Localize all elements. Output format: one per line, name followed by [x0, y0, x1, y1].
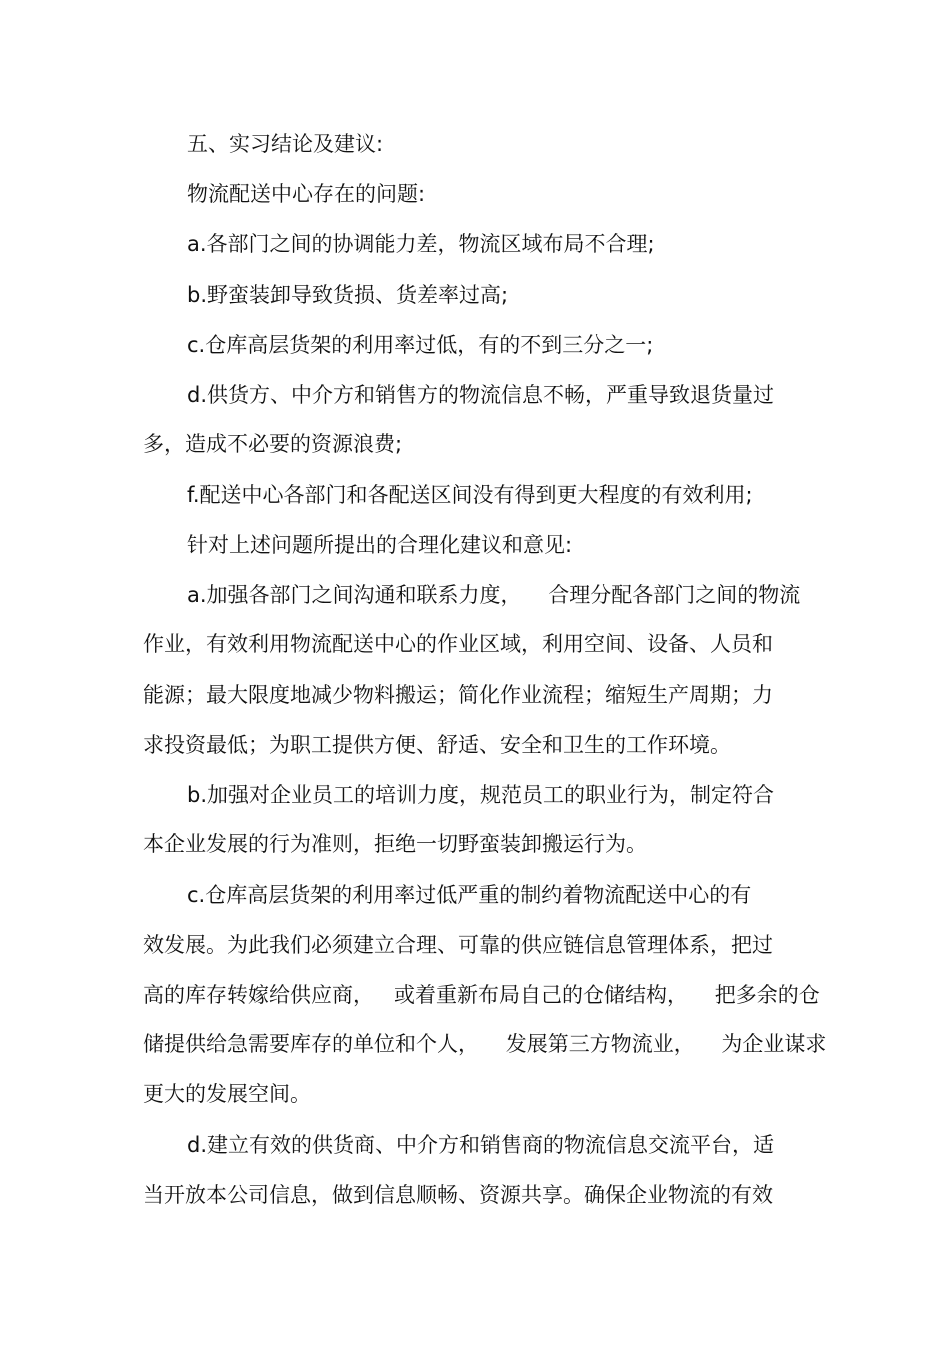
suggestion-c-line-3: 高的库存转嫁给供应商， 或着重新布局自己的仓储结构， 把多余的仓	[143, 983, 820, 1007]
suggestion-c-line-1: c.仓库高层货架的利用率过低严重的制约着物流配送中心的有	[187, 883, 752, 907]
suggestion-d-line-1: d.建立有效的供货商、中介方和销售商的物流信息交流平台，适	[187, 1133, 775, 1157]
problem-b: b.野蛮装卸导致货损、货差率过高;	[187, 283, 509, 307]
section-heading: 五、实习结论及建议:	[187, 132, 384, 156]
problem-a: a.各部门之间的协调能力差，物流区域布局不合理;	[187, 232, 655, 256]
suggestion-c-line-4: 储提供给急需要库存的单位和个人， 发展第三方物流业， 为企业谋求	[143, 1032, 827, 1056]
suggestion-a-line-1: a.加强各部门之间沟通和联系力度， 合理分配各部门之间的物流	[187, 583, 801, 607]
problem-d-line-1: d.供货方、中介方和销售方的物流信息不畅，严重导致退货量过	[187, 383, 775, 407]
suggestion-d-line-2: 当开放本公司信息，做到信息顺畅、资源共享。确保企业物流的有效	[143, 1183, 773, 1207]
suggestion-a-line-3: 能源；最大限度地减少物料搬运；简化作业流程；缩短生产周期；力	[143, 683, 773, 707]
suggestion-a-line-2: 作业，有效利用物流配送中心的作业区域，利用空间、设备、人员和	[143, 632, 773, 656]
problem-d-line-2: 多，造成不必要的资源浪费;	[143, 432, 403, 456]
suggestion-a-line-4: 求投资最低；为职工提供方便、舒适、安全和卫生的工作环境。	[143, 733, 731, 757]
problem-c: c.仓库高层货架的利用率过低，有的不到三分之一;	[187, 333, 654, 357]
problem-f: f.配送中心各部门和各配送区间没有得到更大程度的有效利用;	[187, 483, 753, 507]
suggestion-c-line-5: 更大的发展空间。	[143, 1082, 311, 1106]
suggestion-c-line-2: 效发展。为此我们必须建立合理、可靠的供应链信息管理体系，把过	[143, 933, 773, 957]
suggestions-heading: 针对上述问题所提出的合理化建议和意见:	[187, 533, 573, 557]
suggestion-b-line-1: b.加强对企业员工的培训力度，规范员工的职业行为，制定符合	[187, 783, 775, 807]
suggestion-b-line-2: 本企业发展的行为准则，拒绝一切野蛮装卸搬运行为。	[143, 832, 647, 856]
problems-heading: 物流配送中心存在的问题:	[187, 182, 426, 206]
